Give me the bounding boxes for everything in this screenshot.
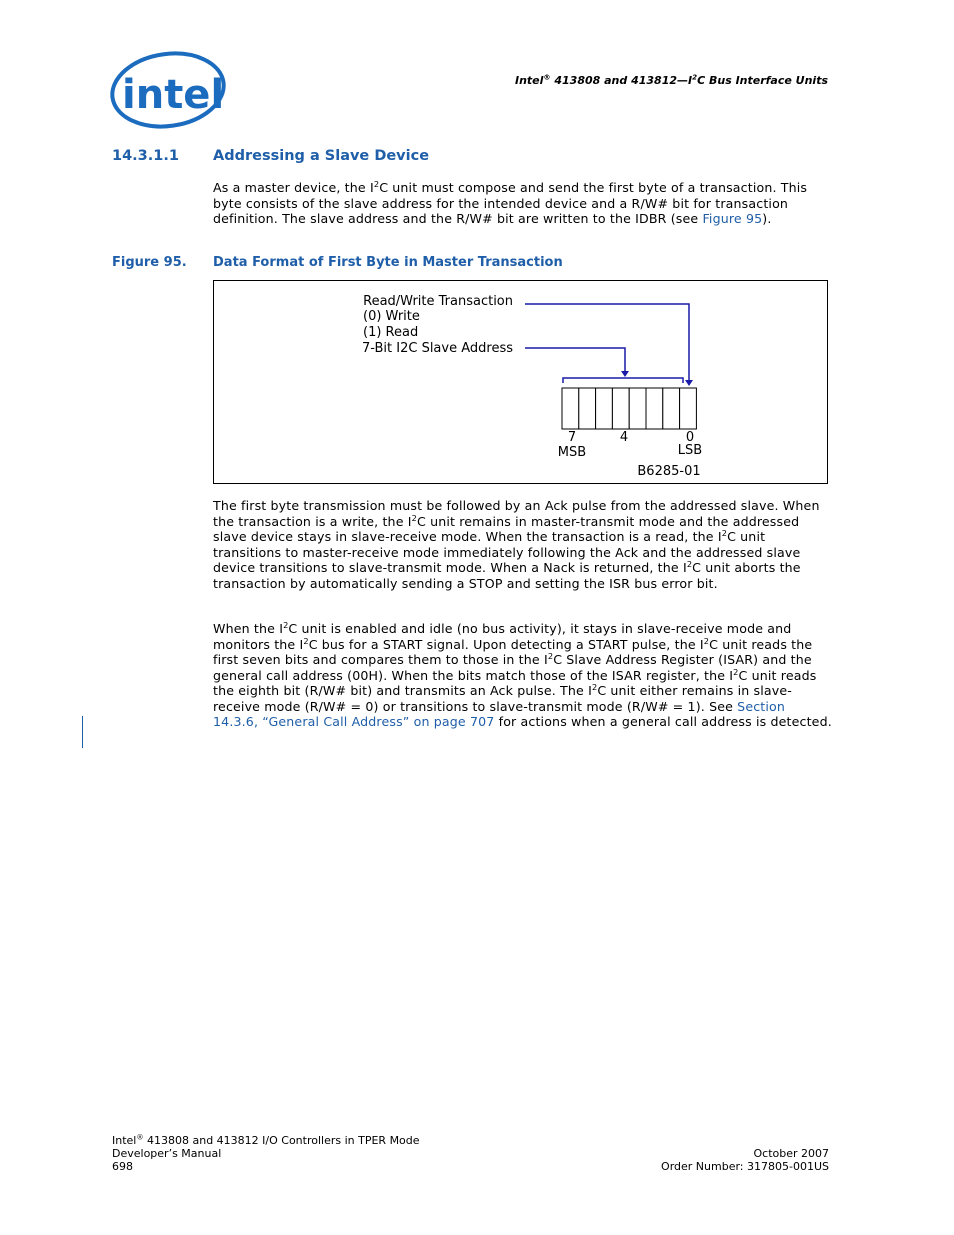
footer-right bbox=[661, 1147, 829, 1173]
bit-0-label: 0 bbox=[685, 430, 695, 445]
idle-paragraph: When the $I^2C$ unit is enabled and idle (no bus activity), it stays in slave-receive mode and monitors the $I^2C$ bus for a START signal. Upon detecting a START pulse, the $I^2C$ unit reads the first seven bits and compares them to those in the $I^2C$ Slave Address Register (ISAR) and the general call address (00H). When the bits match those of the ISAR register, the $I^2C$ unit reads the eighth bit (R/W# bit) and transmits an Ack pulse. The $I^2C$ unit either remains in slave-receive mode (R/W# = 0) or transitions to slave-transmit mode (R/W# = 1). See Section 14.3.6, “General Call Address” on page 707 for actions when a general call address is detected. bbox=[213, 619, 832, 729]
bit-cell bbox=[579, 388, 596, 429]
footer-left bbox=[112, 1134, 420, 1173]
section-title: Addressing a Slave Device bbox=[213, 148, 430, 164]
address-arrow bbox=[525, 348, 625, 371]
first-byte-diagram bbox=[214, 281, 827, 483]
section-14-3-6-link[interactable]: Section 14.3.6, “General Call Address” on page 707 bbox=[213, 698, 786, 729]
bit-cell bbox=[629, 388, 646, 429]
running-header: Intel® 413808 and $413812—I^2C$ Bus Interface Units bbox=[514, 72, 828, 87]
address-arrowhead bbox=[621, 371, 629, 377]
bit-cell bbox=[596, 388, 613, 429]
bit-cell bbox=[612, 388, 629, 429]
section-number: 14.3.1.1 bbox=[112, 148, 179, 164]
figure-number: Figure 95. bbox=[112, 255, 187, 270]
label-read: (1) Read bbox=[363, 325, 419, 340]
bit-cell bbox=[562, 388, 579, 429]
footer-product: Intel® 413808 and 413812 I/O Controllers in TPER Mode bbox=[112, 1132, 420, 1147]
bit-cell bbox=[646, 388, 663, 429]
bit-cell bbox=[663, 388, 680, 429]
page-number: 698 bbox=[112, 1160, 133, 1173]
figure-95-link[interactable]: Figure 95 bbox=[702, 211, 763, 226]
lsb-label: LSB bbox=[677, 443, 703, 458]
footer-order-number: Order Number: 317805-001US bbox=[661, 1160, 829, 1173]
figure-95-box bbox=[213, 280, 828, 484]
msb-label: MSB bbox=[557, 445, 587, 460]
bit-cell bbox=[680, 388, 697, 429]
connector-lines bbox=[525, 304, 689, 383]
figure-id: B6285-01 bbox=[637, 464, 701, 479]
label-slave-address: 7-Bit I2C Slave Address bbox=[362, 341, 513, 356]
footer-manual: Developer’s Manual bbox=[112, 1147, 222, 1160]
bit-cells bbox=[562, 388, 696, 429]
rw-arrowhead bbox=[685, 380, 693, 386]
figure-title: Data Format of First Byte in Master Transaction bbox=[213, 255, 563, 270]
rw-arrow bbox=[525, 304, 689, 380]
intel-logo-text: intel bbox=[122, 72, 225, 118]
bit-7-label: 7 bbox=[567, 430, 577, 445]
footer-date: October 2007 bbox=[753, 1147, 829, 1160]
intel-logo bbox=[108, 48, 230, 134]
transmission-paragraph: The first byte transmission must be followed by an Ack pulse from the addressed slave. When the transaction is a write, the $I^2C$ unit remains in master-transmit mode and the addressed slave device stays in slave-receive mode. When the transaction is a read, the $I^2C$ unit transitions to master-receive mode immediately following the Ack and the addressed slave device transitions to slave-transmit mode. When a Nack is returned, the $I^2C$ unit aborts the transaction by automatically sending a STOP and setting the ISR bus error bit. bbox=[213, 498, 820, 591]
label-rw-transaction: Read/Write Transaction bbox=[363, 294, 513, 309]
intro-paragraph: As a master device, the $I^2C$ unit must compose and send the first byte of a transaction. This byte consists of the slave address for the intended device and a R/W# bit for transaction definition. The slave address and the R/W# bit are written to the IDBR (see Figure 95). bbox=[213, 178, 808, 226]
bit-4-label: 4 bbox=[619, 430, 629, 445]
address-bracket bbox=[563, 378, 683, 383]
change-bar bbox=[82, 716, 83, 748]
label-write: (0) Write bbox=[363, 309, 420, 324]
